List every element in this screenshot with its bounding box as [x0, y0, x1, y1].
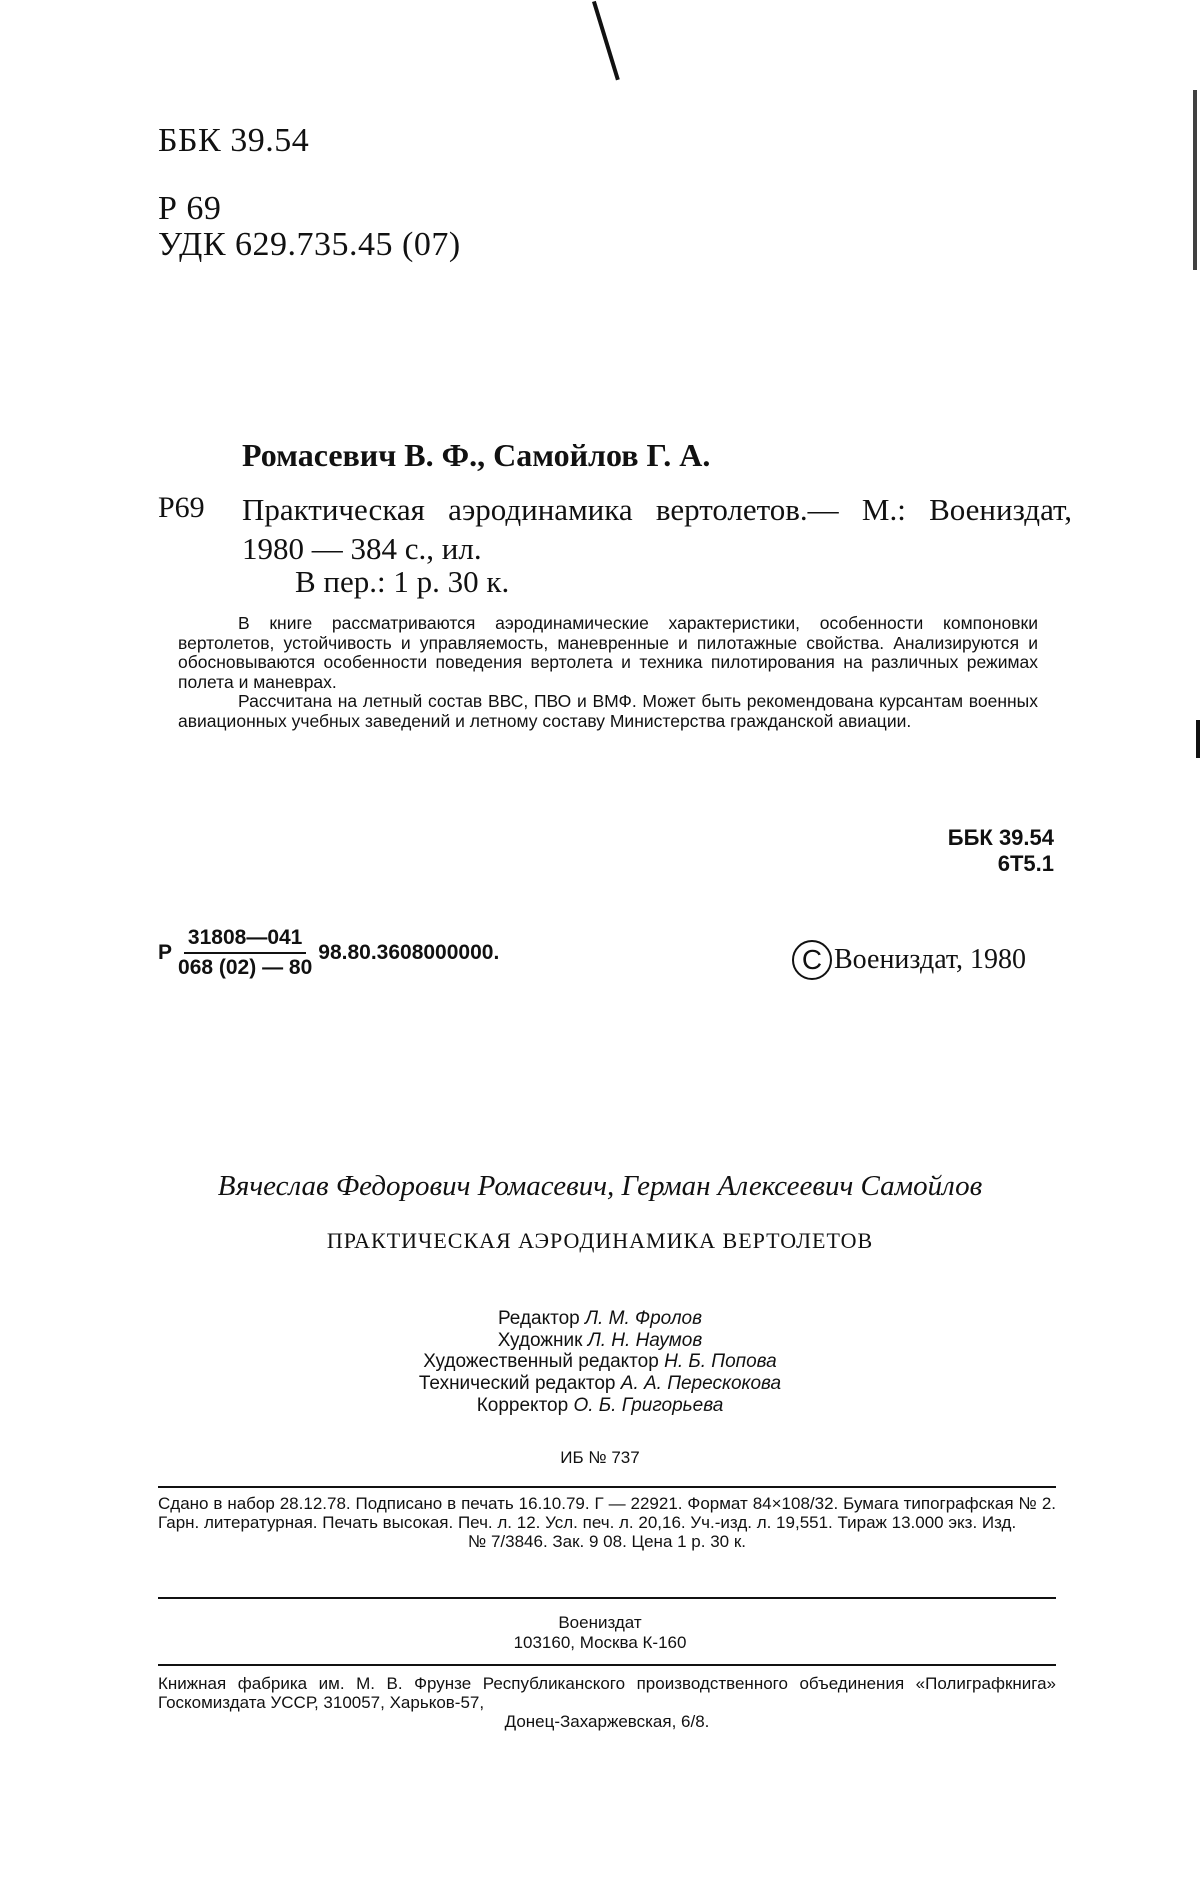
credit-name: Л. Н. Наумов: [587, 1329, 703, 1351]
credit-role: Технический редактор: [418, 1372, 616, 1394]
card-bbk-block: [948, 825, 1054, 878]
credit-line: [0, 1351, 1200, 1373]
credit-name: Л. М. Фролов: [585, 1308, 703, 1329]
credit-name: А. А. Перескокова: [620, 1372, 782, 1394]
card-bbk-code: ББК 39.54: [947, 825, 1054, 850]
index-prefix: Р: [158, 941, 173, 964]
credit-line: [0, 1373, 1200, 1395]
annotation-paragraph: В книге рассматриваются аэродинамические характеристики, особенности компоновки вертолетов, устойчивость и управляемость, маневренные и пилотажные свойства. Анализируются и обосновываются особенности поведения вертолета и техника пилотирования на различных режимах полета и маневрах.: [178, 613, 1038, 692]
index-suffix: 98.80.3608000000.: [318, 941, 500, 964]
printing-house: [158, 1674, 1056, 1731]
card-price: В пер.: 1 р. 30 к.: [295, 564, 510, 599]
credit-role: Художественный редактор: [423, 1351, 659, 1373]
divider: [158, 1486, 1056, 1488]
scan-edge: [1196, 720, 1200, 758]
card-code: Р69: [158, 491, 205, 524]
credit-line: [0, 1395, 1200, 1417]
udk-code: УДК 629.735.45 (07): [158, 226, 461, 263]
copyright: [792, 940, 1026, 980]
publisher: [0, 1613, 1200, 1652]
colophon-authors: Вячеслав Федорович Ромасевич, Герман Алексеевич Самойлов: [217, 1170, 983, 1202]
ib-number: ИБ № 737: [560, 1448, 640, 1467]
copyright-icon: C: [792, 940, 832, 980]
credit-name: О. Б. Григорьева: [573, 1394, 724, 1416]
divider: [158, 1664, 1056, 1666]
printing-info: [158, 1494, 1056, 1551]
author-mark: Р 69: [158, 190, 222, 227]
card-annotation: [178, 614, 1038, 732]
credit-line: [0, 1330, 1200, 1352]
publisher-name: Воениздат: [558, 1613, 642, 1632]
copyright-text: Воениздат, 1980: [834, 944, 1027, 975]
index-denominator: 068 (02) — 80: [178, 956, 313, 979]
publisher-address: 103160, Москва К-160: [513, 1632, 687, 1652]
index-numerator: 31808—041: [184, 926, 306, 954]
index-fraction: [178, 926, 312, 980]
factory-text: Книжная фабрика им. М. В. Фрунзе Республиканского производственного объединения «Полиграфкнига» Госкомиздата УССР, 310057, Харьков-57,: [158, 1674, 1056, 1713]
annotation-paragraph: Рассчитана на летный состав ВВС, ПВО и ВМФ. Может быть рекомендована курсантам военных авиационных учебных заведений и летному составу Министерства гражданской авиации.: [178, 691, 1038, 731]
credit-role: Редактор: [497, 1308, 580, 1329]
bbk-code: ББК 39.54: [158, 122, 310, 159]
card-authors: Ромасевич В. Ф., Самойлов Г. А.: [242, 437, 711, 473]
factory-text-last: Донец-Захаржевская, 6/8.: [504, 1712, 710, 1732]
colophon-title: ПРАКТИЧЕСКАЯ АЭРОДИНАМИКА ВЕРТОЛЕТОВ: [326, 1228, 874, 1253]
printing-text-last: № 7/3846. Зак. 9 08. Цена 1 р. 30 к.: [467, 1532, 746, 1552]
credit-name: Н. Б. Попова: [664, 1351, 777, 1373]
index-code: [158, 926, 499, 980]
credit-role: Корректор: [476, 1394, 569, 1416]
card-title-line: Практическая аэродинамика вертолетов.— М.: Воениздат, 1980 — 384 с., ил.: [242, 492, 1072, 566]
card-bbk-subcode: 6Т5.1: [997, 851, 1054, 877]
credit-line: [0, 1308, 1200, 1330]
divider: [158, 1597, 1056, 1599]
scan-edge: [1193, 90, 1197, 270]
credits-list: [0, 1308, 1200, 1416]
scan-stroke: [592, 1, 620, 81]
printing-text: Сдано в набор 28.12.78. Подписано в печать 16.10.79. Г — 22921. Формат 84×108/32. Бумага типографская № 2. Гарн. литературная. Печать высокая. Печ. л. 12. Усл. печ. л. 20,16. Уч.-изд. л. 19,551. Тираж 13.000 экз. Изд.: [158, 1494, 1056, 1533]
credit-role: Художник: [497, 1329, 583, 1351]
